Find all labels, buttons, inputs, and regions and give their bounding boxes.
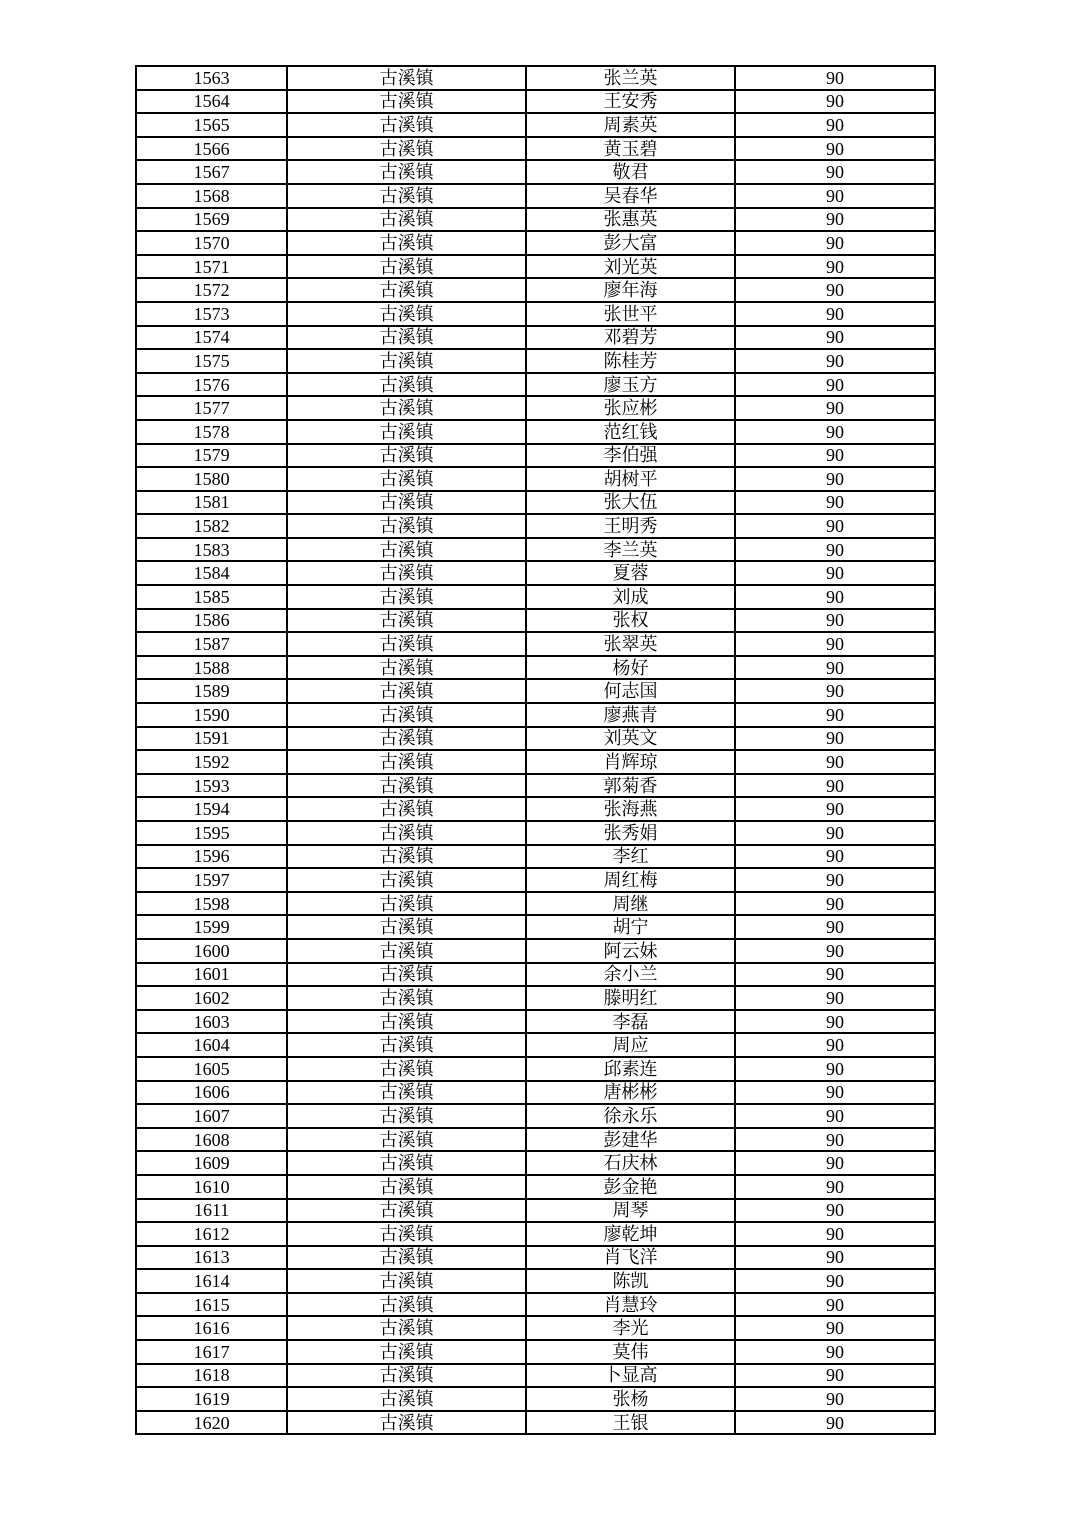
name-cell: 刘成 bbox=[525, 586, 734, 608]
table-row bbox=[137, 325, 934, 349]
name-cell: 唐彬彬 bbox=[525, 1082, 734, 1104]
town-cell: 古溪镇 bbox=[286, 586, 525, 608]
town-cell: 古溪镇 bbox=[286, 1388, 525, 1410]
table-row bbox=[137, 1009, 934, 1033]
town-cell: 古溪镇 bbox=[286, 1341, 525, 1363]
table-row bbox=[137, 1103, 934, 1127]
table-row bbox=[137, 89, 934, 113]
score-cell: 90 bbox=[734, 303, 934, 325]
score-cell: 90 bbox=[734, 1129, 934, 1151]
row-number-cell: 1599 bbox=[193, 917, 230, 938]
table-row bbox=[137, 1363, 934, 1387]
name-cell: 徐永乐 bbox=[525, 1105, 734, 1127]
row-number-cell: 1574 bbox=[193, 327, 230, 348]
name-cell: 何志国 bbox=[525, 680, 734, 702]
score-cell: 90 bbox=[734, 751, 934, 773]
row-number-cell: 1610 bbox=[193, 1176, 230, 1197]
town-cell: 古溪镇 bbox=[286, 728, 525, 750]
name-cell: 黄玉碧 bbox=[525, 138, 734, 160]
score-cell: 90 bbox=[734, 1412, 934, 1434]
score-cell: 90 bbox=[734, 114, 934, 136]
town-cell: 古溪镇 bbox=[286, 822, 525, 844]
town-cell: 古溪镇 bbox=[286, 1152, 525, 1174]
name-cell: 余小兰 bbox=[525, 964, 734, 986]
row-number-cell: 1566 bbox=[193, 138, 230, 159]
score-cell: 90 bbox=[734, 350, 934, 372]
row-number-cell: 1614 bbox=[193, 1271, 230, 1292]
table-row bbox=[137, 159, 934, 183]
row-number-cell: 1598 bbox=[193, 893, 230, 914]
score-cell: 90 bbox=[734, 185, 934, 207]
score-cell: 90 bbox=[734, 869, 934, 891]
name-cell: 陈桂芳 bbox=[525, 350, 734, 372]
name-cell: 阿云妹 bbox=[525, 940, 734, 962]
name-cell: 肖辉琼 bbox=[525, 751, 734, 773]
town-cell: 古溪镇 bbox=[286, 303, 525, 325]
town-cell: 古溪镇 bbox=[286, 1365, 525, 1387]
score-cell: 90 bbox=[734, 91, 934, 113]
row-number-cell: 1603 bbox=[193, 1011, 230, 1032]
name-cell: 张大伍 bbox=[525, 492, 734, 514]
table-row bbox=[137, 1174, 934, 1198]
score-cell: 90 bbox=[734, 1247, 934, 1269]
table-row bbox=[137, 1315, 934, 1339]
town-cell: 古溪镇 bbox=[286, 916, 525, 938]
name-cell: 邱素连 bbox=[525, 1058, 734, 1080]
name-cell: 彭大富 bbox=[525, 232, 734, 254]
score-cell: 90 bbox=[734, 1200, 934, 1222]
town-cell: 古溪镇 bbox=[286, 869, 525, 891]
score-cell: 90 bbox=[734, 445, 934, 467]
name-cell: 王银 bbox=[525, 1412, 734, 1434]
row-number-cell: 1589 bbox=[193, 681, 230, 702]
table-row bbox=[137, 443, 934, 467]
town-cell: 古溪镇 bbox=[286, 256, 525, 278]
name-cell: 卜显高 bbox=[525, 1365, 734, 1387]
name-cell: 张杨 bbox=[525, 1388, 734, 1410]
name-cell: 张秀娟 bbox=[525, 822, 734, 844]
town-cell: 古溪镇 bbox=[286, 1247, 525, 1269]
name-cell: 张海燕 bbox=[525, 798, 734, 820]
name-cell: 廖燕青 bbox=[525, 704, 734, 726]
name-cell: 刘英文 bbox=[525, 728, 734, 750]
town-cell: 古溪镇 bbox=[286, 327, 525, 349]
row-number-cell: 1602 bbox=[193, 987, 230, 1008]
town-cell: 古溪镇 bbox=[286, 209, 525, 231]
name-cell: 李兰英 bbox=[525, 539, 734, 561]
row-number-cell: 1579 bbox=[193, 445, 230, 466]
name-cell: 吴春华 bbox=[525, 185, 734, 207]
row-number-cell: 1612 bbox=[193, 1223, 230, 1244]
table-row bbox=[137, 1221, 934, 1245]
row-number-cell: 1588 bbox=[193, 657, 230, 678]
table-row bbox=[137, 513, 934, 537]
row-number-cell: 1607 bbox=[193, 1105, 230, 1126]
name-cell: 张世平 bbox=[525, 303, 734, 325]
town-cell: 古溪镇 bbox=[286, 1082, 525, 1104]
row-number-cell: 1573 bbox=[193, 303, 230, 324]
score-cell: 90 bbox=[734, 562, 934, 584]
name-cell: 邓碧芳 bbox=[525, 327, 734, 349]
town-cell: 古溪镇 bbox=[286, 138, 525, 160]
score-cell: 90 bbox=[734, 586, 934, 608]
name-cell: 张应彬 bbox=[525, 397, 734, 419]
table-row bbox=[137, 67, 934, 89]
table-row bbox=[137, 820, 934, 844]
row-number-cell: 1593 bbox=[193, 775, 230, 796]
name-cell: 肖慧玲 bbox=[525, 1294, 734, 1316]
name-cell: 周素英 bbox=[525, 114, 734, 136]
row-number-cell: 1564 bbox=[193, 91, 230, 112]
name-cell: 滕明红 bbox=[525, 987, 734, 1009]
town-cell: 古溪镇 bbox=[286, 846, 525, 868]
table-row bbox=[137, 914, 934, 938]
table-row bbox=[137, 985, 934, 1009]
table-row bbox=[137, 655, 934, 679]
name-cell: 肖飞洋 bbox=[525, 1247, 734, 1269]
score-cell: 90 bbox=[734, 1317, 934, 1339]
score-cell: 90 bbox=[734, 704, 934, 726]
name-cell: 王安秀 bbox=[525, 91, 734, 113]
town-cell: 古溪镇 bbox=[286, 67, 525, 89]
score-cell: 90 bbox=[734, 515, 934, 537]
town-cell: 古溪镇 bbox=[286, 1317, 525, 1339]
table-row bbox=[137, 1292, 934, 1316]
name-cell: 夏蓉 bbox=[525, 562, 734, 584]
score-cell: 90 bbox=[734, 1152, 934, 1174]
table-row bbox=[137, 112, 934, 136]
row-number-cell: 1620 bbox=[193, 1412, 230, 1433]
name-cell: 莫伟 bbox=[525, 1341, 734, 1363]
roster-table bbox=[135, 65, 936, 1435]
row-number-cell: 1596 bbox=[193, 846, 230, 867]
table-row bbox=[137, 183, 934, 207]
town-cell: 古溪镇 bbox=[286, 657, 525, 679]
name-cell: 陈凯 bbox=[525, 1270, 734, 1292]
name-cell: 廖乾坤 bbox=[525, 1223, 734, 1245]
score-cell: 90 bbox=[734, 209, 934, 231]
score-cell: 90 bbox=[734, 964, 934, 986]
name-cell: 李磊 bbox=[525, 1011, 734, 1033]
name-cell: 张翠英 bbox=[525, 633, 734, 655]
score-cell: 90 bbox=[734, 657, 934, 679]
table-row bbox=[137, 1410, 934, 1434]
town-cell: 古溪镇 bbox=[286, 1294, 525, 1316]
table-row bbox=[137, 1127, 934, 1151]
table-row bbox=[137, 938, 934, 962]
row-number-cell: 1567 bbox=[193, 162, 230, 183]
row-number-cell: 1577 bbox=[193, 398, 230, 419]
table-row bbox=[137, 891, 934, 915]
score-cell: 90 bbox=[734, 1365, 934, 1387]
row-number-cell: 1570 bbox=[193, 232, 230, 253]
table-row bbox=[137, 1032, 934, 1056]
score-cell: 90 bbox=[734, 798, 934, 820]
town-cell: 古溪镇 bbox=[286, 680, 525, 702]
name-cell: 彭建华 bbox=[525, 1129, 734, 1151]
name-cell: 王明秀 bbox=[525, 515, 734, 537]
name-cell: 周应 bbox=[525, 1034, 734, 1056]
table-row bbox=[137, 631, 934, 655]
row-number-cell: 1594 bbox=[193, 799, 230, 820]
row-number-cell: 1611 bbox=[193, 1200, 230, 1221]
score-cell: 90 bbox=[734, 775, 934, 797]
table-row bbox=[137, 277, 934, 301]
score-cell: 90 bbox=[734, 728, 934, 750]
row-number-cell: 1595 bbox=[193, 822, 230, 843]
name-cell: 彭金艳 bbox=[525, 1176, 734, 1198]
name-cell: 张兰英 bbox=[525, 67, 734, 89]
town-cell: 古溪镇 bbox=[286, 1058, 525, 1080]
table-row bbox=[137, 796, 934, 820]
row-number-cell: 1606 bbox=[193, 1082, 230, 1103]
town-cell: 古溪镇 bbox=[286, 610, 525, 632]
row-number-cell: 1584 bbox=[193, 563, 230, 584]
row-number-cell: 1578 bbox=[193, 421, 230, 442]
score-cell: 90 bbox=[734, 492, 934, 514]
score-cell: 90 bbox=[734, 397, 934, 419]
table-row bbox=[137, 348, 934, 372]
name-cell: 李红 bbox=[525, 846, 734, 868]
town-cell: 古溪镇 bbox=[286, 1223, 525, 1245]
score-cell: 90 bbox=[734, 846, 934, 868]
table-row bbox=[137, 301, 934, 325]
town-cell: 古溪镇 bbox=[286, 1270, 525, 1292]
score-cell: 90 bbox=[734, 138, 934, 160]
town-cell: 古溪镇 bbox=[286, 232, 525, 254]
score-cell: 90 bbox=[734, 1082, 934, 1104]
town-cell: 古溪镇 bbox=[286, 468, 525, 490]
score-cell: 90 bbox=[734, 987, 934, 1009]
score-cell: 90 bbox=[734, 1034, 934, 1056]
row-number-cell: 1580 bbox=[193, 468, 230, 489]
table-row bbox=[137, 490, 934, 514]
name-cell: 李伯强 bbox=[525, 445, 734, 467]
table-row bbox=[137, 230, 934, 254]
town-cell: 古溪镇 bbox=[286, 1200, 525, 1222]
table-row bbox=[137, 1268, 934, 1292]
name-cell: 周继 bbox=[525, 893, 734, 915]
table-row bbox=[137, 608, 934, 632]
row-number-cell: 1600 bbox=[193, 940, 230, 961]
table-row bbox=[137, 773, 934, 797]
table-row bbox=[137, 749, 934, 773]
row-number-cell: 1568 bbox=[193, 185, 230, 206]
table-row bbox=[137, 136, 934, 160]
table-row bbox=[137, 726, 934, 750]
row-number-cell: 1576 bbox=[193, 374, 230, 395]
table-row bbox=[137, 678, 934, 702]
score-cell: 90 bbox=[734, 893, 934, 915]
town-cell: 古溪镇 bbox=[286, 421, 525, 443]
town-cell: 古溪镇 bbox=[286, 539, 525, 561]
row-number-cell: 1585 bbox=[193, 586, 230, 607]
score-cell: 90 bbox=[734, 916, 934, 938]
score-cell: 90 bbox=[734, 539, 934, 561]
row-number-cell: 1618 bbox=[193, 1365, 230, 1386]
score-cell: 90 bbox=[734, 1341, 934, 1363]
town-cell: 古溪镇 bbox=[286, 1105, 525, 1127]
table-row bbox=[137, 254, 934, 278]
table-row bbox=[137, 584, 934, 608]
table-row bbox=[137, 372, 934, 396]
row-number-cell: 1565 bbox=[193, 114, 230, 135]
town-cell: 古溪镇 bbox=[286, 374, 525, 396]
town-cell: 古溪镇 bbox=[286, 397, 525, 419]
name-cell: 郭菊香 bbox=[525, 775, 734, 797]
table-row bbox=[137, 560, 934, 584]
score-cell: 90 bbox=[734, 256, 934, 278]
row-number-cell: 1587 bbox=[193, 634, 230, 655]
row-number-cell: 1601 bbox=[193, 964, 230, 985]
town-cell: 古溪镇 bbox=[286, 775, 525, 797]
row-number-cell: 1616 bbox=[193, 1318, 230, 1339]
row-number-cell: 1604 bbox=[193, 1035, 230, 1056]
row-number-cell: 1615 bbox=[193, 1294, 230, 1315]
town-cell: 古溪镇 bbox=[286, 964, 525, 986]
score-cell: 90 bbox=[734, 633, 934, 655]
row-number-cell: 1563 bbox=[193, 67, 230, 88]
row-number-cell: 1613 bbox=[193, 1247, 230, 1268]
row-number-cell: 1575 bbox=[193, 350, 230, 371]
table-row bbox=[137, 1150, 934, 1174]
town-cell: 古溪镇 bbox=[286, 114, 525, 136]
table-row bbox=[137, 962, 934, 986]
score-cell: 90 bbox=[734, 232, 934, 254]
town-cell: 古溪镇 bbox=[286, 1011, 525, 1033]
score-cell: 90 bbox=[734, 1223, 934, 1245]
score-cell: 90 bbox=[734, 1011, 934, 1033]
row-number-cell: 1597 bbox=[193, 869, 230, 890]
town-cell: 古溪镇 bbox=[286, 987, 525, 1009]
score-cell: 90 bbox=[734, 940, 934, 962]
town-cell: 古溪镇 bbox=[286, 704, 525, 726]
name-cell: 刘光英 bbox=[525, 256, 734, 278]
row-number-cell: 1590 bbox=[193, 704, 230, 725]
town-cell: 古溪镇 bbox=[286, 91, 525, 113]
name-cell: 周红梅 bbox=[525, 869, 734, 891]
name-cell: 廖年海 bbox=[525, 279, 734, 301]
row-number-cell: 1569 bbox=[193, 209, 230, 230]
row-number-cell: 1609 bbox=[193, 1153, 230, 1174]
name-cell: 周琴 bbox=[525, 1200, 734, 1222]
score-cell: 90 bbox=[734, 468, 934, 490]
town-cell: 古溪镇 bbox=[286, 1176, 525, 1198]
town-cell: 古溪镇 bbox=[286, 492, 525, 514]
row-number-cell: 1582 bbox=[193, 516, 230, 537]
row-number-cell: 1608 bbox=[193, 1129, 230, 1150]
score-cell: 90 bbox=[734, 1270, 934, 1292]
score-cell: 90 bbox=[734, 421, 934, 443]
town-cell: 古溪镇 bbox=[286, 893, 525, 915]
town-cell: 古溪镇 bbox=[286, 633, 525, 655]
town-cell: 古溪镇 bbox=[286, 350, 525, 372]
score-cell: 90 bbox=[734, 161, 934, 183]
score-cell: 90 bbox=[734, 680, 934, 702]
name-cell: 张惠英 bbox=[525, 209, 734, 231]
score-cell: 90 bbox=[734, 610, 934, 632]
row-number-cell: 1617 bbox=[193, 1341, 230, 1362]
table-row bbox=[137, 1339, 934, 1363]
town-cell: 古溪镇 bbox=[286, 279, 525, 301]
table-row bbox=[137, 419, 934, 443]
table-row bbox=[137, 844, 934, 868]
row-number-cell: 1572 bbox=[193, 280, 230, 301]
score-cell: 90 bbox=[734, 1105, 934, 1127]
name-cell: 胡树平 bbox=[525, 468, 734, 490]
table-row bbox=[137, 867, 934, 891]
score-cell: 90 bbox=[734, 1388, 934, 1410]
town-cell: 古溪镇 bbox=[286, 798, 525, 820]
name-cell: 石庆林 bbox=[525, 1152, 734, 1174]
town-cell: 古溪镇 bbox=[286, 1034, 525, 1056]
town-cell: 古溪镇 bbox=[286, 751, 525, 773]
town-cell: 古溪镇 bbox=[286, 940, 525, 962]
score-cell: 90 bbox=[734, 1176, 934, 1198]
score-cell: 90 bbox=[734, 1294, 934, 1316]
town-cell: 古溪镇 bbox=[286, 515, 525, 537]
row-number-cell: 1591 bbox=[193, 728, 230, 749]
score-cell: 90 bbox=[734, 327, 934, 349]
table-row bbox=[137, 1056, 934, 1080]
score-cell: 90 bbox=[734, 822, 934, 844]
name-cell: 敬君 bbox=[525, 161, 734, 183]
score-cell: 90 bbox=[734, 67, 934, 89]
town-cell: 古溪镇 bbox=[286, 562, 525, 584]
table-row bbox=[137, 1386, 934, 1410]
town-cell: 古溪镇 bbox=[286, 161, 525, 183]
town-cell: 古溪镇 bbox=[286, 1129, 525, 1151]
row-number-cell: 1605 bbox=[193, 1058, 230, 1079]
town-cell: 古溪镇 bbox=[286, 445, 525, 467]
table-row bbox=[137, 702, 934, 726]
row-number-cell: 1581 bbox=[193, 492, 230, 513]
name-cell: 张权 bbox=[525, 610, 734, 632]
row-number-cell: 1619 bbox=[193, 1389, 230, 1410]
name-cell: 杨好 bbox=[525, 657, 734, 679]
town-cell: 古溪镇 bbox=[286, 185, 525, 207]
score-cell: 90 bbox=[734, 374, 934, 396]
table-row bbox=[137, 1080, 934, 1104]
table-row bbox=[137, 395, 934, 419]
name-cell: 范红钱 bbox=[525, 421, 734, 443]
table-row bbox=[137, 1245, 934, 1269]
row-number-cell: 1592 bbox=[193, 752, 230, 773]
table-row bbox=[137, 207, 934, 231]
score-cell: 90 bbox=[734, 279, 934, 301]
name-cell: 李光 bbox=[525, 1317, 734, 1339]
score-cell: 90 bbox=[734, 1058, 934, 1080]
name-cell: 胡宁 bbox=[525, 916, 734, 938]
table-row bbox=[137, 537, 934, 561]
table-row bbox=[137, 1198, 934, 1222]
row-number-cell: 1571 bbox=[193, 256, 230, 277]
town-cell: 古溪镇 bbox=[286, 1412, 525, 1434]
table-row bbox=[137, 466, 934, 490]
row-number-cell: 1583 bbox=[193, 539, 230, 560]
name-cell: 廖玉方 bbox=[525, 374, 734, 396]
row-number-cell: 1586 bbox=[193, 610, 230, 631]
